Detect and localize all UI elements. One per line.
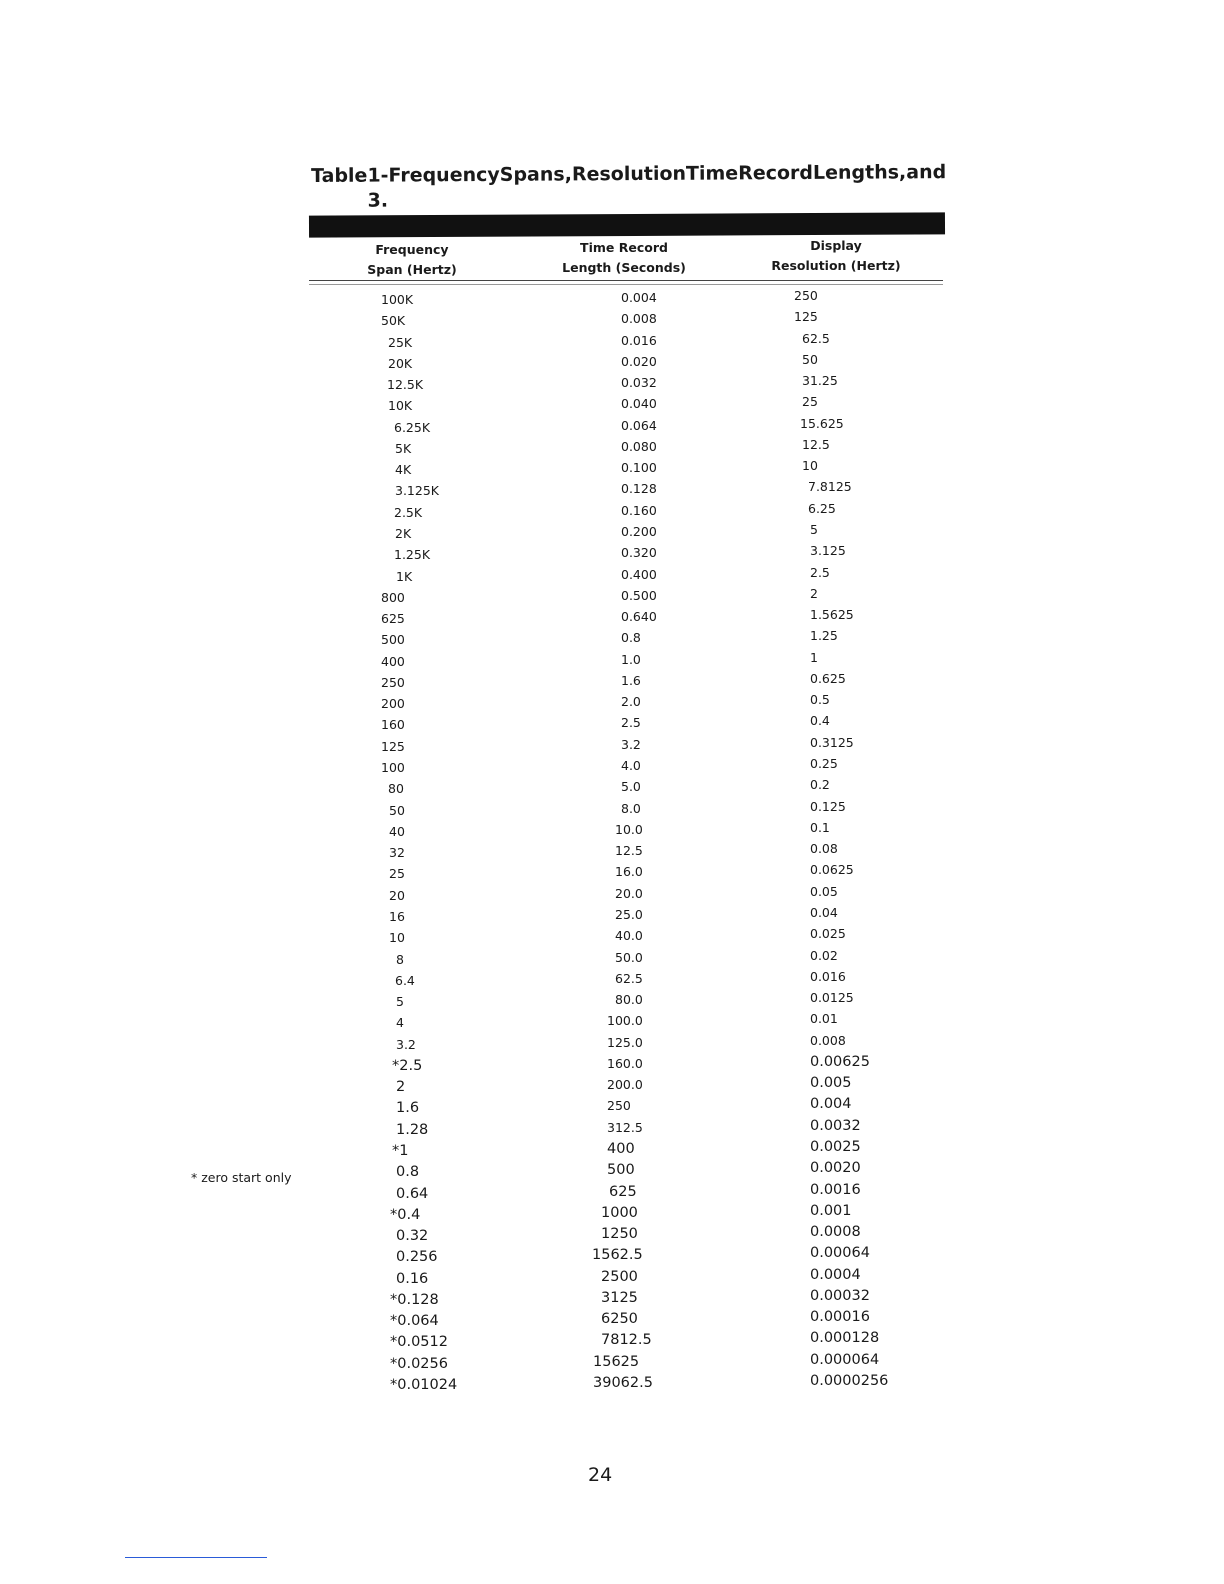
cell-time-record-length: 0.080 <box>621 438 657 454</box>
cell-time-record-length: 0.400 <box>621 566 657 582</box>
title-word: Resolution <box>571 162 687 186</box>
cell-display-resolution: 15.625 <box>800 415 844 431</box>
column-header-frequency-span <box>352 240 472 280</box>
column-header-line: Length (Seconds) <box>562 260 686 275</box>
cell-frequency-span: *0.01024 <box>390 1377 458 1393</box>
column-header-line: Display <box>810 238 862 253</box>
cell-frequency-span: 500 <box>381 632 405 648</box>
cell-display-resolution: 0.05 <box>810 883 838 899</box>
cell-frequency-span: 32 <box>389 845 405 861</box>
cell-frequency-span: 625 <box>381 611 405 627</box>
cell-display-resolution: 10 <box>802 458 818 474</box>
cell-frequency-span: 10 <box>389 930 405 946</box>
cell-frequency-span: 16 <box>389 908 405 924</box>
cell-frequency-span: 40 <box>389 823 405 839</box>
cell-display-resolution: 0.00016 <box>810 1309 870 1326</box>
title-word: 1-3. <box>367 164 389 212</box>
cell-frequency-span: 2K <box>395 526 412 542</box>
cell-time-record-length: 200.0 <box>607 1077 643 1093</box>
cell-display-resolution: 5 <box>810 522 818 538</box>
cell-time-record-length: 5.0 <box>621 779 641 795</box>
cell-time-record-length: 312.5 <box>607 1119 643 1135</box>
cell-frequency-span: 1.28 <box>396 1121 429 1138</box>
cell-time-record-length: 40.0 <box>615 928 643 944</box>
cell-frequency-span: 12.5K <box>387 377 424 393</box>
cell-display-resolution: 0.00032 <box>810 1287 870 1304</box>
cell-display-resolution: 0.08 <box>810 841 838 857</box>
cell-frequency-span: 6.4 <box>395 972 415 988</box>
cell-time-record-length: 62.5 <box>615 970 643 986</box>
cell-frequency-span: 1.25K <box>394 547 431 563</box>
cell-time-record-length: 100.0 <box>607 1013 643 1029</box>
cell-frequency-span: 25K <box>388 334 413 350</box>
cell-frequency-span: 200 <box>381 696 405 712</box>
title-word: Frequency <box>388 163 500 187</box>
cell-time-record-length: 80.0 <box>615 992 643 1008</box>
title-word: Table <box>311 164 368 187</box>
title-black-bar <box>309 212 945 237</box>
cell-time-record-length: 10.0 <box>615 821 643 837</box>
cell-display-resolution: 0.004 <box>810 1096 852 1113</box>
cell-time-record-length: 0.040 <box>621 396 657 412</box>
cell-frequency-span: 5 <box>396 994 404 1010</box>
title-word: Spans, <box>499 163 572 186</box>
cell-time-record-length: 1.0 <box>621 651 641 667</box>
cell-display-resolution: 0.00064 <box>810 1245 870 1262</box>
cell-time-record-length: 400 <box>607 1140 635 1157</box>
cell-time-record-length: 250 <box>607 1098 631 1114</box>
cell-display-resolution: 0.001 <box>810 1202 852 1219</box>
cell-display-resolution: 2 <box>810 585 818 601</box>
cell-frequency-span: *1 <box>392 1142 409 1159</box>
cell-frequency-span: 50K <box>381 313 406 329</box>
cell-display-resolution: 0.000064 <box>810 1351 880 1368</box>
cell-display-resolution: 0.25 <box>810 756 838 772</box>
cell-time-record-length: 1562.5 <box>592 1247 643 1264</box>
cell-frequency-span: 8 <box>396 951 404 967</box>
cell-time-record-length: 2500 <box>601 1268 638 1285</box>
cell-frequency-span: 80 <box>388 781 404 797</box>
cell-display-resolution: 0.000128 <box>810 1330 880 1347</box>
cell-display-resolution: 31.25 <box>802 373 838 389</box>
title-word: Record <box>738 161 814 185</box>
cell-frequency-span: 3.2 <box>396 1036 416 1052</box>
cell-frequency-span: 25 <box>389 866 405 882</box>
cell-frequency-span: *0.0256 <box>390 1355 448 1372</box>
cell-frequency-span: 2 <box>396 1079 406 1096</box>
cell-display-resolution: 250 <box>794 288 818 303</box>
page-number: 24 <box>588 1464 613 1486</box>
header-rule-top <box>309 280 943 281</box>
title-word: Time <box>685 162 739 185</box>
cell-frequency-span: 10K <box>388 398 413 414</box>
cell-time-record-length: 500 <box>607 1162 635 1179</box>
cell-time-record-length: 1000 <box>601 1204 638 1221</box>
cell-frequency-span: *2.5 <box>392 1057 423 1074</box>
cell-display-resolution: 0.0020 <box>810 1160 861 1177</box>
cell-frequency-span: 0.16 <box>396 1270 429 1287</box>
cell-time-record-length: 0.032 <box>621 375 657 391</box>
cell-display-resolution: 0.625 <box>810 670 846 686</box>
footnote: * zero start only <box>191 1170 292 1185</box>
cell-frequency-span: 160 <box>381 717 405 733</box>
footer-line <box>125 1557 267 1558</box>
header-rule-bottom <box>309 284 943 285</box>
cell-display-resolution: 0.0000256 <box>810 1373 889 1389</box>
cell-frequency-span: 5K <box>395 440 412 456</box>
cell-time-record-length: 0.640 <box>621 609 657 625</box>
cell-time-record-length: 50.0 <box>615 949 643 965</box>
cell-frequency-span: *0.128 <box>390 1291 439 1308</box>
cell-display-resolution: 2.5 <box>810 564 830 580</box>
cell-frequency-span: 2.5K <box>394 504 423 520</box>
cell-time-record-length: 6250 <box>601 1311 638 1328</box>
cell-time-record-length: 3125 <box>601 1289 638 1306</box>
cell-display-resolution: 7.8125 <box>808 479 852 495</box>
cell-time-record-length: 0.016 <box>621 332 657 348</box>
cell-display-resolution: 0.0025 <box>810 1138 861 1155</box>
cell-display-resolution: 0.2 <box>810 777 830 793</box>
cell-display-resolution: 0.0016 <box>810 1181 861 1198</box>
cell-display-resolution: 0.005 <box>810 1075 852 1092</box>
cell-display-resolution: 0.0625 <box>810 862 854 878</box>
cell-display-resolution: 125 <box>794 309 818 325</box>
cell-frequency-span: 250 <box>381 674 405 690</box>
cell-display-resolution: 50 <box>802 351 818 367</box>
cell-frequency-span: 100 <box>381 760 405 776</box>
cell-frequency-span: 4K <box>395 462 412 478</box>
cell-time-record-length: 3.2 <box>621 736 641 752</box>
cell-time-record-length: 0.200 <box>621 524 657 540</box>
cell-display-resolution: 0.0008 <box>810 1224 861 1241</box>
column-header-line: Span (Hertz) <box>367 262 457 277</box>
cell-frequency-span: 3.125K <box>395 483 439 499</box>
cell-display-resolution: 0.008 <box>810 1032 846 1048</box>
cell-display-resolution: 0.02 <box>810 947 838 963</box>
cell-frequency-span: 400 <box>381 653 405 669</box>
cell-frequency-span: 1K <box>396 568 413 584</box>
cell-display-resolution: 0.00625 <box>810 1053 870 1070</box>
cell-time-record-length: 625 <box>609 1183 637 1200</box>
cell-display-resolution: 0.4 <box>810 713 830 729</box>
cell-display-resolution: 0.025 <box>810 926 846 942</box>
cell-display-resolution: 0.01 <box>810 1011 838 1027</box>
column-header-display-resolution <box>766 236 906 276</box>
cell-frequency-span: 0.64 <box>396 1185 429 1202</box>
cell-time-record-length: 125.0 <box>607 1034 643 1050</box>
cell-time-record-length: 0.064 <box>621 417 657 433</box>
cell-display-resolution: 0.125 <box>810 798 846 814</box>
cell-display-resolution: 0.016 <box>810 968 846 984</box>
cell-time-record-length: 2.5 <box>621 715 641 731</box>
cell-time-record-length: 0.500 <box>621 587 657 603</box>
cell-time-record-length: 4.0 <box>621 758 641 774</box>
cell-time-record-length: 39062.5 <box>593 1375 653 1391</box>
cell-frequency-span: 1.6 <box>396 1100 420 1117</box>
cell-frequency-span: 0.8 <box>396 1164 420 1181</box>
cell-time-record-length: 8.0 <box>621 800 641 816</box>
cell-time-record-length: 0.008 <box>621 311 657 327</box>
cell-display-resolution: 0.5 <box>810 692 830 708</box>
title-word: and <box>906 161 947 184</box>
cell-frequency-span: 0.32 <box>396 1228 429 1245</box>
cell-display-resolution: 0.0125 <box>810 990 854 1006</box>
cell-frequency-span: 6.25K <box>394 419 431 435</box>
cell-display-resolution: 62.5 <box>802 330 830 346</box>
cell-time-record-length: 1.6 <box>621 672 641 688</box>
column-header-line: Resolution (Hertz) <box>771 258 901 273</box>
cell-display-resolution: 1.5625 <box>810 607 854 623</box>
cell-display-resolution: 0.0032 <box>810 1117 861 1134</box>
cell-frequency-span: 100K <box>381 292 414 307</box>
cell-frequency-span: 0.256 <box>396 1249 438 1266</box>
cell-display-resolution: 1.25 <box>810 628 838 644</box>
cell-time-record-length: 0.160 <box>621 502 657 518</box>
cell-frequency-span: 4 <box>396 1015 404 1031</box>
cell-time-record-length: 0.8 <box>621 630 641 646</box>
cell-display-resolution: 3.125 <box>810 543 846 559</box>
table-title-line-1 <box>311 160 947 214</box>
cell-time-record-length: 1250 <box>601 1226 638 1243</box>
column-header-line: Time Record <box>580 240 668 255</box>
cell-time-record-length: 15625 <box>593 1353 640 1370</box>
cell-time-record-length: 2.0 <box>621 694 641 710</box>
cell-time-record-length: 0.128 <box>621 481 657 497</box>
cell-frequency-span: *0.064 <box>390 1313 439 1330</box>
cell-display-resolution: 0.3125 <box>810 734 854 750</box>
cell-time-record-length: 12.5 <box>615 843 643 859</box>
cell-display-resolution: 25 <box>802 394 818 410</box>
cell-display-resolution: 0.1 <box>810 819 830 835</box>
cell-frequency-span: 20 <box>389 887 405 903</box>
cell-display-resolution: 0.0004 <box>810 1266 861 1283</box>
cell-time-record-length: 160.0 <box>607 1055 643 1071</box>
cell-frequency-span: 50 <box>389 802 405 818</box>
cell-display-resolution: 12.5 <box>802 436 830 452</box>
cell-display-resolution: 0.04 <box>810 904 838 920</box>
cell-frequency-span: 800 <box>381 589 405 605</box>
cell-time-record-length: 25.0 <box>615 906 643 922</box>
cell-time-record-length: 0.100 <box>621 460 657 476</box>
cell-time-record-length: 20.0 <box>615 885 643 901</box>
cell-display-resolution: 6.25 <box>808 500 836 516</box>
cell-time-record-length: 0.004 <box>621 290 657 305</box>
cell-time-record-length: 16.0 <box>615 864 643 880</box>
column-header-line: Frequency <box>375 242 449 257</box>
cell-time-record-length: 0.320 <box>621 545 657 561</box>
column-header-time-record-length <box>554 238 694 278</box>
cell-frequency-span: 20K <box>388 355 413 371</box>
cell-display-resolution: 1 <box>810 649 818 665</box>
cell-frequency-span: 125 <box>381 738 405 754</box>
cell-frequency-span: *0.4 <box>390 1206 421 1223</box>
cell-frequency-span: *0.0512 <box>390 1334 448 1351</box>
cell-time-record-length: 0.020 <box>621 353 657 369</box>
cell-time-record-length: 7812.5 <box>601 1332 652 1349</box>
title-word: Lengths, <box>812 161 907 184</box>
